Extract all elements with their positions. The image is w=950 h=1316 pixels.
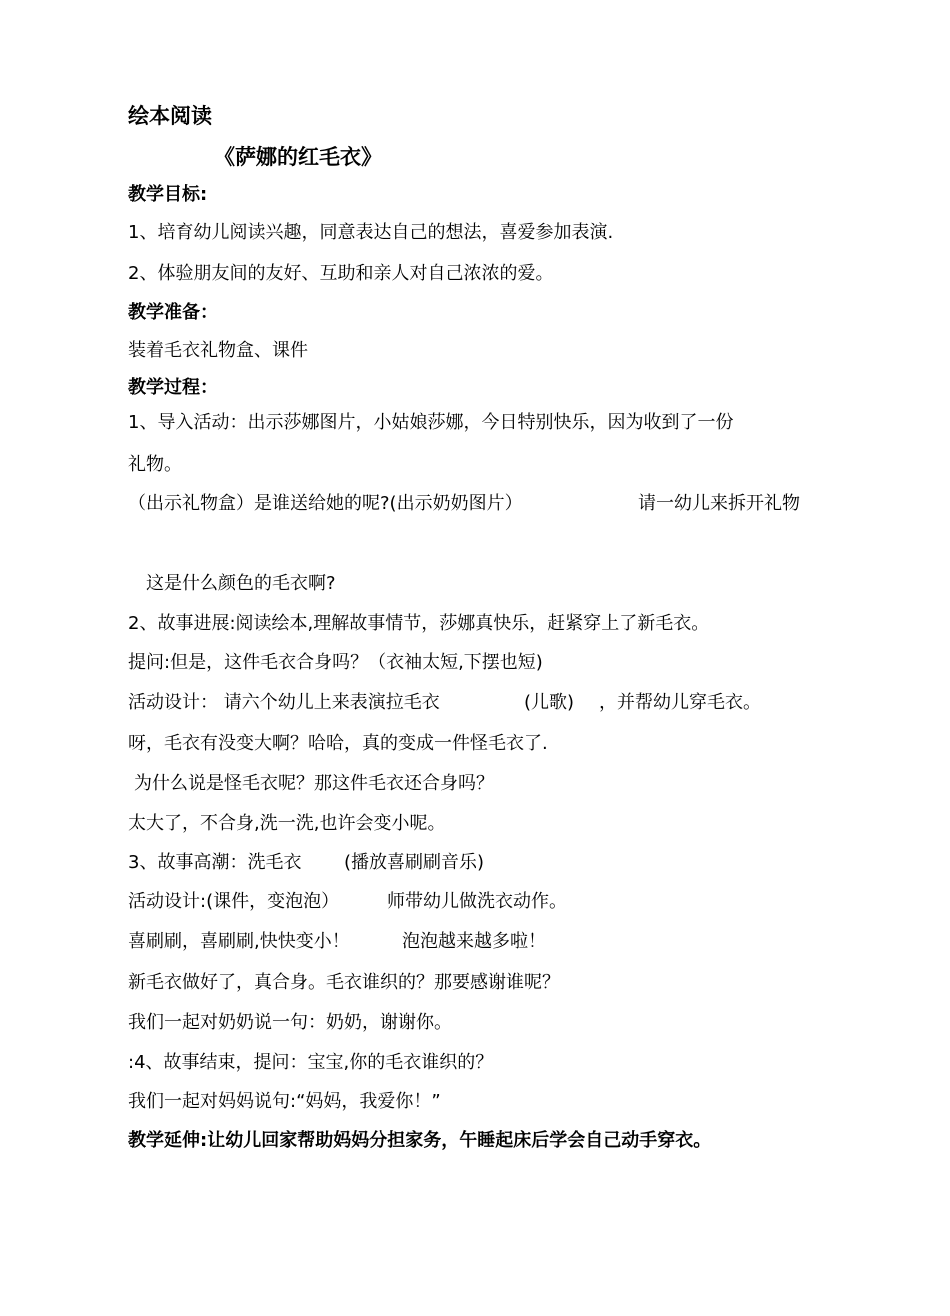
step3-line1a: 3、故事高潮：洗毛衣 [128,852,302,873]
step2-line3b: (儿歌) [524,692,575,713]
step2-line3c: ，并帮幼儿穿毛衣。 [599,692,761,713]
step3-line1b: (播放喜刷刷音乐) [344,852,485,873]
prep-heading: 教学准备： [128,302,218,323]
step2-line5: 为什么说是怪毛衣呢？那这件毛衣还合身吗？ [134,773,494,794]
step2-line1: 2、故事进展:阅读绘本,理解故事情节，莎娜真快乐，赶紧穿上了新毛衣。 [128,613,710,634]
step1-line1: 1、导入活动：出示莎娜图片，小姑娘莎娜，今日特别快乐，因为收到了一份 [128,412,734,433]
step2-line2: 提问:但是，这件毛衣合身吗？（衣袖太短,下摆也短) [128,652,543,673]
step3-line5: 我们一起对奶奶说一句：奶奶，谢谢你。 [128,1012,452,1033]
step3-line3b: 泡泡越来越多啦！ [402,931,546,952]
step4-line1: :4、故事结束，提问：宝宝,你的毛衣谁织的？ [128,1052,494,1073]
goal-2: 2、体验朋友间的友好、互助和亲人对自己浓浓的爱。 [128,263,554,284]
prep-text: 装着毛衣礼物盒、课件 [128,340,308,361]
step1-line4: 这是什么颜色的毛衣啊? [146,573,336,594]
extension-text: 教学延伸:让幼儿回家帮助妈妈分担家务，午睡起床后学会自己动手穿衣。 [128,1130,712,1151]
step2-line3a: 活动设计： 请六个幼儿上来表演拉毛衣 [128,692,440,713]
step3-line3a: 喜刷刷，喜刷刷,快快变小！ [128,931,350,952]
book-title: 《萨娜的红毛衣》 [214,145,382,169]
goal-1: 1、培育幼儿阅读兴趣，同意表达自己的想法，喜爱参加表演. [128,222,614,243]
step1-line3b: 请一幼儿来拆开礼物 [638,493,800,514]
step4-line2: 我们一起对妈妈说句:“妈妈，我爱你！” [128,1091,441,1112]
step3-line2b: 师带幼儿做洗衣动作。 [387,891,567,912]
step1-line3a: （出示礼物盒）是谁送给她的呢?(出示奶奶图片） [128,493,523,514]
step1-line2: 礼物。 [128,454,182,475]
step3-line2a: 活动设计:(课件，变泡泡） [128,891,340,912]
step3-line4: 新毛衣做好了，真合身。毛衣谁织的？那要感谢谁呢？ [128,972,560,993]
step2-line6: 太大了，不合身,洗一洗,也许会变小呢。 [128,813,446,834]
document-heading: 绘本阅读 [128,104,212,128]
goals-heading: 教学目标: [128,184,208,205]
step2-line4: 呀，毛衣有没变大啊？哈哈，真的变成一件怪毛衣了. [128,733,548,754]
process-heading: 教学过程： [128,377,218,398]
